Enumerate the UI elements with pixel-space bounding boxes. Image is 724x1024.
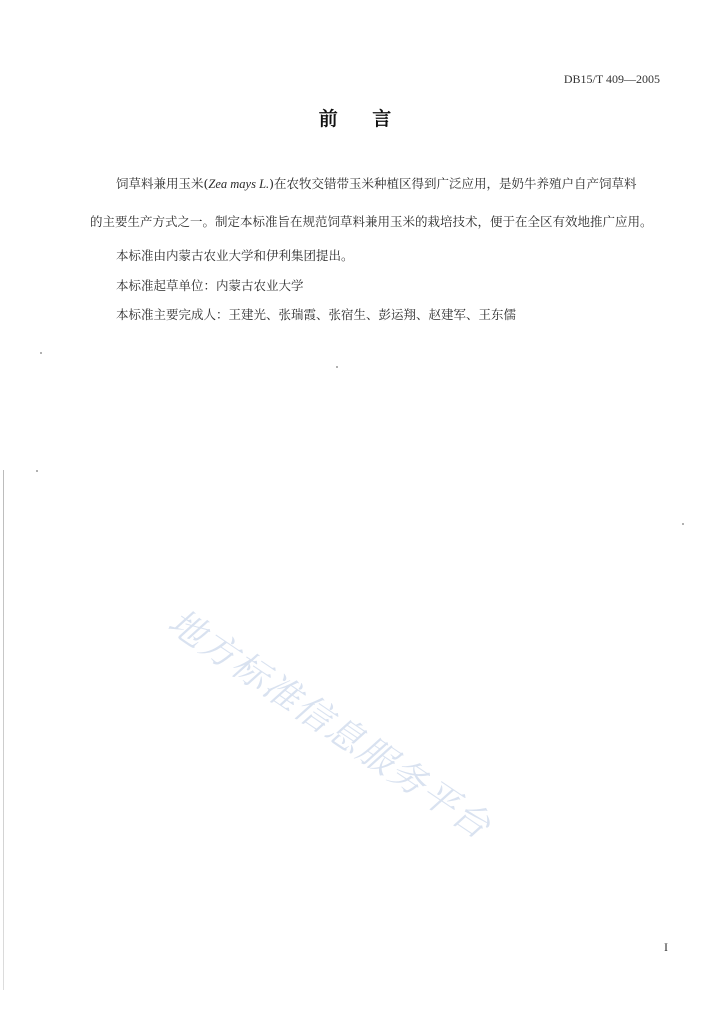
- paragraph-authors: 本标准主要完成人：王建光、张瑞霞、张宿生、彭运翔、赵建军、王东儒: [116, 307, 517, 322]
- intro-text-after: )在农牧交错带玉米种植区得到广泛应用，是奶牛养殖户自产饲草料: [269, 176, 637, 191]
- scan-speck: [40, 352, 42, 354]
- page-title: 前 言: [318, 108, 406, 130]
- paragraph-intro-line1: [116, 174, 637, 192]
- latin-name: Zea mays L.: [208, 177, 270, 191]
- paragraph-proposer: 本标准由内蒙古农业大学和伊利集团提出。: [116, 248, 354, 263]
- scan-speck: [36, 470, 38, 472]
- intro-text-before: 饲草料兼用玉米(: [116, 176, 209, 191]
- watermark: 地方标准信息服务平台: [160, 601, 499, 849]
- paragraph-intro-line2: 的主要生产方式之一。制定本标准旨在规范饲草料兼用玉米的栽培技术，便于在全区有效地推广应用。: [90, 214, 653, 229]
- paragraph-drafting-unit: 本标准起草单位：内蒙古农业大学: [116, 278, 304, 293]
- standard-code: DB15/T 409—2005: [563, 72, 660, 86]
- scan-speck: [682, 523, 684, 525]
- scan-edge-line: [3, 470, 4, 990]
- page-number: I: [664, 940, 668, 954]
- scan-speck: [336, 366, 338, 368]
